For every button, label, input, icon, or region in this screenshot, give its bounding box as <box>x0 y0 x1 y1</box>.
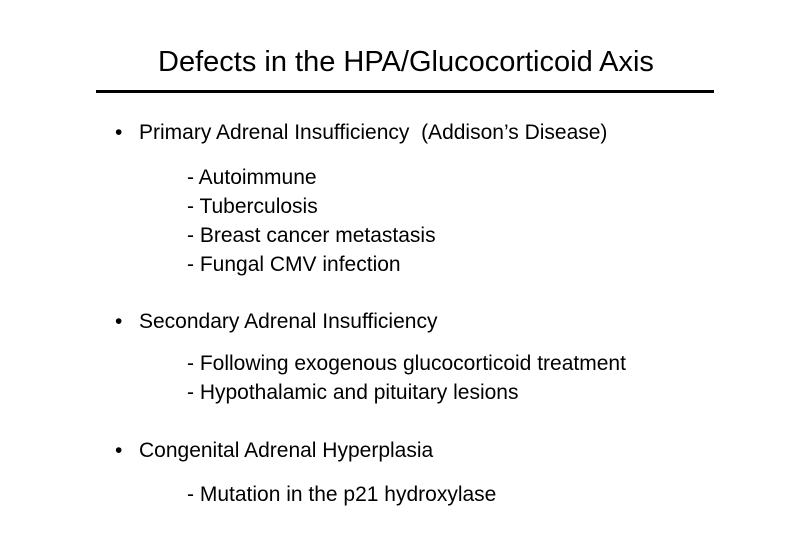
section-congenital-adrenal-hyperplasia <box>115 438 433 464</box>
list-item: - Mutation in the p21 hydroxylase <box>187 483 497 506</box>
title-underline <box>96 90 714 93</box>
list-item: - Fungal CMV infection <box>187 253 401 276</box>
bullet-icon: • <box>115 121 123 144</box>
bullet-icon: • <box>115 310 123 333</box>
list-item: - Tuberculosis <box>187 195 318 218</box>
section-heading: Congenital Adrenal Hyperplasia <box>139 439 434 462</box>
list-item: - Breast cancer metastasis <box>187 224 436 247</box>
slide-title: Defects in the HPA/Glucocorticoid Axis <box>158 46 654 78</box>
sub-list-congenital <box>187 480 496 509</box>
section-heading: Primary Adrenal Insufficiency (Addison’s Disease) <box>139 121 608 144</box>
sub-list-secondary <box>187 349 626 407</box>
section-heading: Secondary Adrenal Insufficiency <box>139 310 438 333</box>
section-secondary-adrenal-insufficiency <box>115 309 437 335</box>
bullet-icon: • <box>115 439 123 462</box>
list-item: - Hypothalamic and pituitary lesions <box>187 381 519 404</box>
list-item: - Autoimmune <box>187 166 317 189</box>
sub-list-primary <box>187 163 436 279</box>
section-primary-adrenal-insufficiency <box>115 120 607 146</box>
list-item: - Following exogenous glucocorticoid treatment <box>187 352 626 375</box>
